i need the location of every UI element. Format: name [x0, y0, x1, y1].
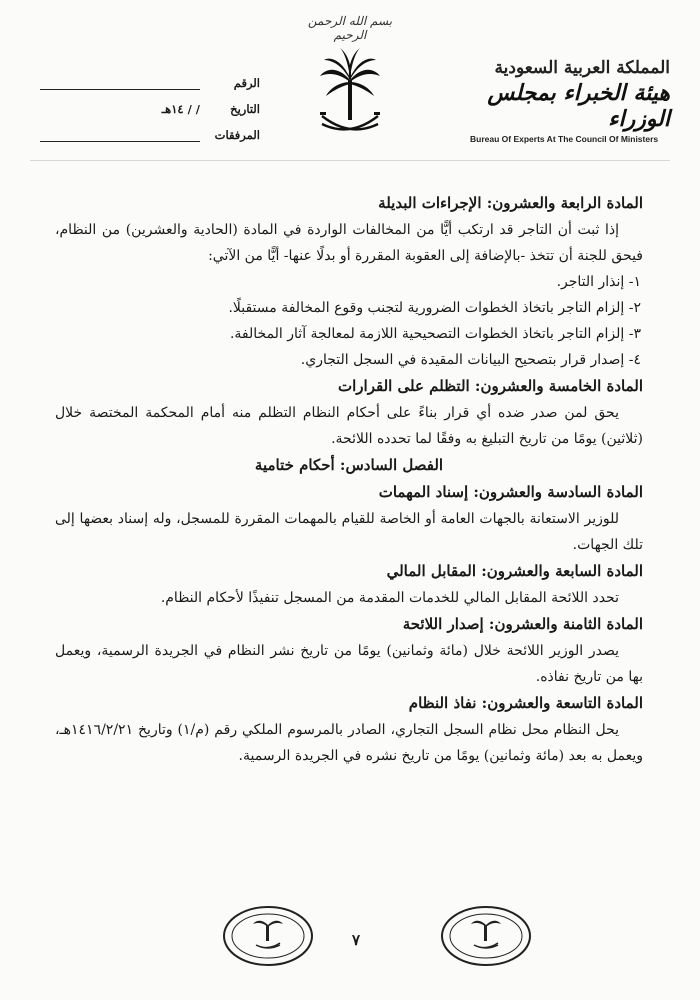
- article-25-paragraph: يحق لمن صدر ضده أي قرار بناءً على أحكام النظام التظلم منه أمام المحكمة المختصة خلال (ثلاثين) يومًا من تاريخ التبليغ به وفقًا لما تحدده اللائحة.: [55, 405, 643, 447]
- ref-number-line: [40, 77, 200, 90]
- article-27-paragraph: تحدد اللائحة المقابل المالي للخدمات المقدمة من المسجل تنفيذًا لأحكام النظام.: [160, 590, 619, 606]
- article-28-paragraph: يصدر الوزير اللائحة خلال (مائة وثمانين) يومًا من تاريخ نشر النظام في الجريدة الرسمية، ويعمل بها من تاريخ نفاذه.: [55, 643, 643, 685]
- header-divider: [30, 160, 670, 161]
- bureau-seal-stamp: [222, 905, 314, 967]
- attachments-label: المرفقات: [214, 128, 260, 142]
- article-29-heading: المادة التاسعة والعشرون: نفاذ النظام: [408, 694, 643, 712]
- list-item: ٢- إلزام التاجر باتخاذ الخطوات الضرورية لتجنب وقوع المخالفة مستقبلًا.: [228, 300, 641, 316]
- article-28-heading: المادة الثامنة والعشرون: إصدار اللائحة: [402, 615, 643, 633]
- bureau-name-english: Bureau Of Experts At The Council Of Ministers: [470, 134, 659, 144]
- article-26-paragraph: للوزير الاستعانة بالجهات العامة أو الخاصة للقيام بالمهمات المقررة للمسجل، وله إسناد بعضها إلى تلك الجهات.: [55, 511, 643, 553]
- general-secretariat-seal-stamp: [440, 905, 532, 967]
- attachments-line: [40, 129, 200, 142]
- attachments-row: [40, 116, 260, 142]
- chapter-6-heading: الفصل السادس: أحكام ختامية: [254, 456, 444, 474]
- palm-swords-emblem-icon: [318, 46, 382, 146]
- article-24-heading: المادة الرابعة والعشرون: الإجراءات البديلة: [378, 194, 643, 212]
- article-27-heading: المادة السابعة والعشرون: المقابل المالي: [386, 562, 643, 580]
- date-value: / / ١٤هـ: [161, 102, 200, 116]
- reference-fields: [40, 64, 260, 142]
- ref-number-row: [40, 64, 260, 90]
- basmala-calligraphy: بسم الله الرحمن الرحيم: [307, 14, 393, 42]
- bureau-name-arabic: هيئة الخبراء بمجلس الوزراء: [487, 80, 670, 132]
- article-24-paragraph: إذا ثبت أن التاجر قد ارتكب أيًّا من المخالفات الواردة في المادة (الحادية والعشرين) من النظام، فيحق للجنة أن تتخذ -بالإضافة إلى العقوبة المقررة أو بدلًا عنها- أيًّا من الآتي:: [55, 222, 643, 264]
- article-29-paragraph: يحل النظام محل نظام السجل التجاري، الصادر بالمرسوم الملكي رقم (م/١) وتاريخ ١٤١٦/٢/٢١هـ، ويعمل به بعد (مائة وثمانين) يومًا من تاريخ نشره في الجريدة الرسمية.: [55, 722, 643, 764]
- kingdom-name: المملكة العربية السعودية: [494, 58, 670, 78]
- article-25-heading: المادة الخامسة والعشرون: التظلم على القرارات: [338, 377, 643, 395]
- document-body: [55, 190, 643, 769]
- list-item: ١- إنذار التاجر.: [556, 274, 641, 290]
- organization-header: [470, 58, 670, 144]
- article-26-heading: المادة السادسة والعشرون: إسناد المهمات: [378, 483, 643, 501]
- date-row: [40, 90, 260, 116]
- page-footer: [0, 905, 700, 985]
- ref-number-label: الرقم: [233, 76, 260, 90]
- page-number: ٧: [352, 931, 361, 949]
- list-item: ٤- إصدار قرار بتصحيح البيانات المقيدة في السجل التجاري.: [300, 352, 641, 368]
- list-item: ٣- إلزام التاجر باتخاذ الخطوات التصحيحية اللازمة لمعالجة آثار المخالفة.: [229, 326, 641, 342]
- date-label: التاريخ: [230, 102, 260, 116]
